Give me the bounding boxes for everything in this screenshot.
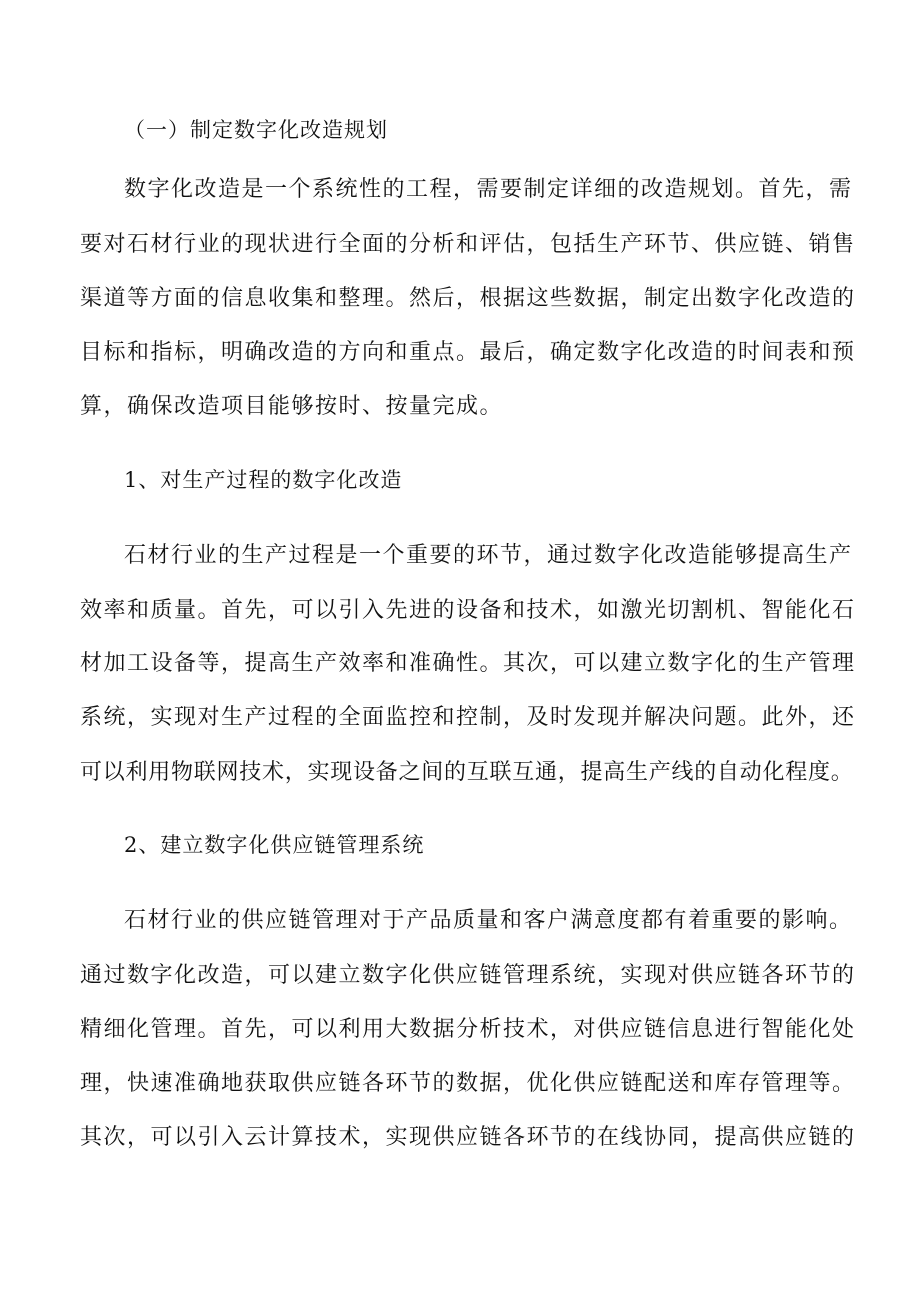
subheading-production: 1、对生产过程的数字化改造 [124, 468, 403, 492]
paragraph-line: 渠道等方面的信息收集和整理。然后，根据这些数据，制定出数字化改造的 [80, 286, 856, 311]
paragraph-line: 数字化改造是一个系统性的工程，需要制定详细的改造规划。首先，需 [124, 177, 853, 202]
paragraph-line: 系统，实现对生产过程的全面监控和控制，及时发现并解决问题。此外，还 [80, 705, 856, 730]
paragraph-line: 其次，可以引入云计算技术，实现供应链各环节的在线协同，提高供应链的 [80, 1125, 856, 1150]
paragraph-line: 可以利用物联网技术，实现设备之间的互联互通，提高生产线的自动化程度。 [80, 760, 854, 785]
section-heading: （一）制定数字化改造规划 [124, 118, 388, 142]
subheading-supply-chain: 2、建立数字化供应链管理系统 [124, 833, 425, 857]
paragraph-line: 石材行业的生产过程是一个重要的环节，通过数字化改造能够提高生产 [124, 543, 853, 568]
paragraph-line: 材加工设备等，提高生产效率和准确性。其次，可以建立数字化的生产管理 [80, 651, 856, 676]
paragraph-line: 石材行业的供应链管理对于产品质量和客户满意度都有着重要的影响。 [124, 908, 853, 933]
paragraph-line: 理，快速准确地获取供应链各环节的数据，优化供应链配送和库存管理等。 [80, 1071, 856, 1096]
paragraph-line: 精细化管理。首先，可以利用大数据分析技术，对供应链信息进行智能化处 [80, 1017, 856, 1042]
paragraph-line: 算，确保改造项目能够按时、按量完成。 [80, 394, 504, 419]
paragraph-line: 通过数字化改造，可以建立数字化供应链管理系统，实现对供应链各环节的 [80, 963, 856, 988]
paragraph-line: 目标和指标，明确改造的方向和重点。最后，确定数字化改造的时间表和预 [80, 340, 856, 365]
paragraph-line: 效率和质量。首先，可以引入先进的设备和技术，如激光切割机、智能化石 [80, 598, 856, 623]
paragraph-line: 要对石材行业的现状进行全面的分析和评估，包括生产环节、供应链、销售 [80, 232, 856, 257]
